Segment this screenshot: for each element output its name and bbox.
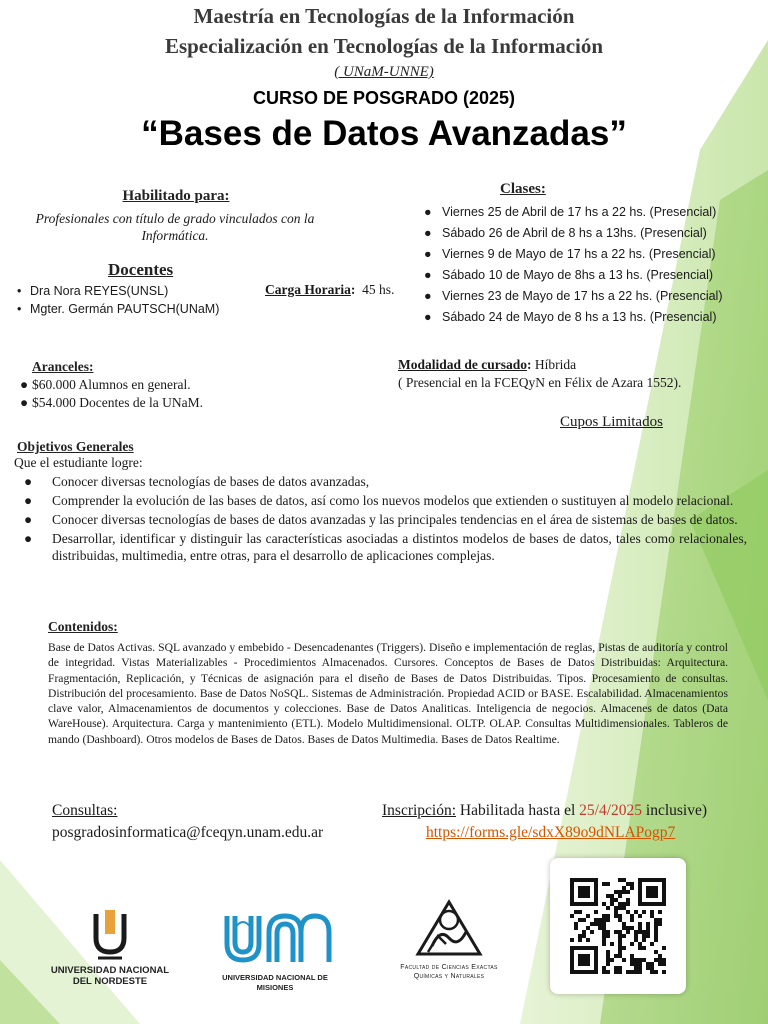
- inscripcion-text-after: inclusive): [645, 802, 708, 819]
- consultas-email[interactable]: posgradosinformatica@fceqyn.unam.edu.ar: [52, 824, 324, 841]
- consultas-label: Consultas:: [52, 802, 118, 819]
- bullet-icon: ●: [24, 474, 33, 489]
- contenidos-title: Contenidos:: [48, 619, 118, 634]
- bullet-icon: •: [17, 284, 22, 298]
- qr-code-icon[interactable]: [570, 878, 666, 974]
- bullet-icon: ●: [24, 531, 33, 546]
- inscripcion: [382, 802, 707, 820]
- docentes-list: [14, 282, 264, 318]
- modalidad: Modalidad de cursado: Híbrida: [398, 357, 577, 372]
- modalidad-value: Híbrida: [534, 357, 577, 372]
- fceqyn-logo: [388, 898, 510, 982]
- carga-horaria-value: 45 hs.: [362, 282, 395, 297]
- list-item: ● Sábado 10 de Mayo de 8hs a 13 hs. (Presencial): [420, 265, 750, 286]
- carga-horaria: Carga Horaria: 45 hs.: [265, 282, 395, 297]
- unam-logo: [205, 910, 345, 992]
- list-item: • Dra Nora REYES(UNSL): [17, 284, 169, 298]
- aranceles-list: [18, 376, 278, 412]
- list-item: ● Viernes 23 de Mayo de 17 hs a 22 hs. (Presencial): [420, 286, 750, 307]
- docentes-title: Docentes: [108, 260, 174, 279]
- inscripcion-date: 25/4/2025: [579, 802, 643, 819]
- unam-name: UNIVERSIDAD NACIONAL DE MISIONES: [222, 973, 328, 992]
- bullet-icon: ●: [424, 268, 432, 282]
- bullet-icon: ●: [424, 310, 432, 324]
- list-item: ● Sábado 24 de Mayo de 8 hs a 13 hs. (Presencial): [420, 307, 750, 328]
- fceqyn-logo-icon: [388, 898, 510, 958]
- list-item: ● Conocer diversas tecnologías de bases de datos avanzadas y las principales tendencias en el área de sistemas de bases de datos.: [24, 512, 738, 527]
- contenidos-text: Base de Datos Activas. SQL avanzado y embebido - Desencadenantes (Triggers). Diseño e implementación de reglas, Pistas de auditoría y control de integridad. Vistas Materializables - Procedimientos Almacenados. Cursores. Conceptos de Bases de Datos Distribuidas: Arquitectura. Fragmentación, Replicación, y Técnicas de asignación para el diseño de Bases de Datos Distribuidas. Tipos. Procesamiento de consultas. Distribución del procesamiento. Base de Datos NoSQL. Sistemas de Administración. Propiedad ACID or BASE. Escalabilidad. Almacenamientos clave valor, Almacenamientos de documentos y colecciones. Base de Datos Analiticas. Inteligencia de negocios. Almacenes de datos (Data WareHouse). Arquitectura. Carga y mantenimiento (ETL). Modelo Multidimensional. OLTP. OLAP. Consultas Multidimensionales. Tableros de mando (Dashboard). Otros modelos de Bases de Datos. Bases de Datos Multimedia. Bases de Datos Realtime.: [48, 641, 728, 746]
- clases-title: Clases:: [500, 181, 546, 197]
- unne-name-line1: UNIVERSIDAD NACIONAL: [50, 965, 170, 976]
- aranceles-title: Aranceles:: [32, 359, 94, 374]
- list-item: ● Viernes 9 de Mayo de 17 hs a 22 hs. (Presencial): [420, 244, 750, 265]
- modalidad-label: Modalidad de cursado: [398, 357, 528, 372]
- cupos-limitados: Cupos Limitados: [560, 414, 663, 430]
- unne-logo: [48, 908, 172, 988]
- program-title-especializacion: Especialización en Tecnologías de la Información: [164, 34, 604, 58]
- unne-logo-icon: [48, 908, 172, 960]
- course-title: “Bases de Datos Avanzadas”: [141, 114, 627, 153]
- bullet-icon: •: [17, 302, 22, 316]
- carga-horaria-label: Carga Horaria: [265, 282, 351, 297]
- fceqyn-name-line2: Químicas y Naturales: [413, 973, 485, 980]
- qr-code-card[interactable]: [550, 858, 686, 994]
- bullet-icon: ●: [24, 493, 33, 508]
- modalidad-detail: ( Presencial en la FCEQyN en Félix de Azara 1552).: [398, 375, 682, 390]
- bullet-icon: ●: [20, 395, 29, 410]
- list-item: ● Comprender la evolución de las bases de datos, así como los nuevos modelos que extienden o sustituyen al modelo relacional.: [24, 493, 734, 508]
- habilitado-title: Habilitado para:: [122, 188, 230, 204]
- list-item: ● Desarrollar, identificar y distinguir las características asociadas a distintos modelos de bases de datos, tales como relacionales, distribuidas, multimedia, entre otras, para el desarrollo de aplicaciones complejas.: [24, 531, 747, 563]
- habilitado-text: Profesionales con título de grado vinculados con la Informática.: [35, 211, 315, 243]
- list-item: • Mgter. Germán PAUTSCH(UNaM): [17, 302, 220, 316]
- inscripcion-text: Habilitada hasta el: [459, 802, 576, 819]
- bullet-icon: ●: [424, 226, 432, 240]
- inscripcion-form-link[interactable]: https://forms.gle/sdxX89o9dNLAPogp7: [426, 824, 676, 841]
- course-type: CURSO DE POSGRADO (2025): [252, 88, 516, 108]
- list-item: ● $60.000 Alumnos en general.: [20, 377, 191, 392]
- bullet-icon: ●: [24, 512, 33, 527]
- institutions: ( UNaM-UNNE): [334, 64, 434, 80]
- program-title-maestria: Maestría en Tecnologías de la Información: [193, 4, 575, 28]
- objetivos-intro: Que el estudiante logre:: [14, 455, 143, 470]
- list-item: ● $54.000 Docentes de la UNaM.: [20, 395, 203, 410]
- bullet-icon: ●: [20, 377, 29, 392]
- unam-logo-icon: [205, 910, 345, 968]
- inscripcion-label: Inscripción:: [382, 802, 457, 819]
- list-item: ● Viernes 25 de Abril de 17 hs a 22 hs. (Presencial): [420, 202, 750, 223]
- bullet-icon: ●: [424, 247, 432, 261]
- list-item: ● Sábado 26 de Abril de 8 hs a 13hs. (Presencial): [420, 223, 750, 244]
- objetivos-list: [14, 473, 747, 566]
- unne-name-line2: DEL NORDESTE: [72, 976, 148, 987]
- bullet-icon: ●: [424, 205, 432, 219]
- clases-list: [420, 202, 750, 328]
- fceqyn-name-line1: Facultad de Ciencias Exactas: [400, 964, 498, 971]
- objetivos-title: Objetivos Generales: [17, 439, 134, 454]
- list-item: ● Conocer diversas tecnologías de bases de datos avanzadas,: [24, 474, 370, 489]
- bullet-icon: ●: [424, 289, 432, 303]
